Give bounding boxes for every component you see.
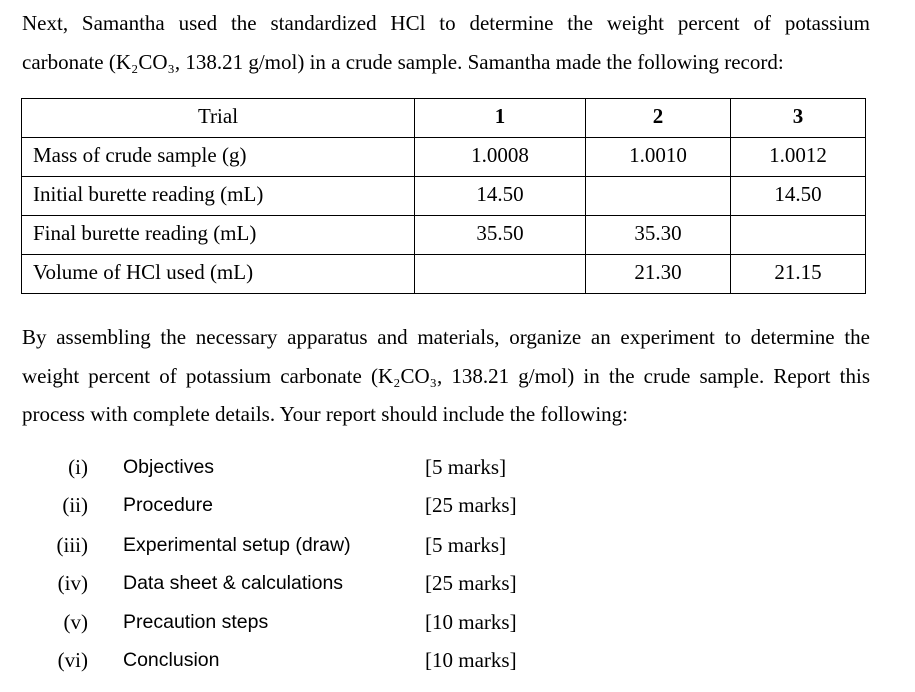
task-line-2: weight percent of potassium carbonate (K₂CO₃, 138.21 g/mol) in the crude sample. Report this <box>22 363 870 388</box>
intro-line-2: carbonate (K₂CO₃, 138.21 g/mol) in a crude sample. Samantha made the following record: <box>22 49 784 74</box>
table-cell: 21.30 <box>586 255 731 294</box>
table-cell: 1.0008 <box>415 138 586 177</box>
row-label: Initial burette reading (mL) <box>22 177 415 216</box>
item-marks: [5 marks] <box>425 533 507 557</box>
table-cell <box>415 255 586 294</box>
table-cell: 21.15 <box>731 255 866 294</box>
table-row <box>22 216 866 255</box>
table-row <box>22 255 866 294</box>
intro-line-1: Next, Samantha used the standardized HCl to determine the weight percent of potassium <box>22 11 870 35</box>
item-marks: [10 marks] <box>425 610 517 634</box>
item-name: Precaution steps <box>123 611 269 633</box>
table-row <box>22 138 866 177</box>
table-cell: 14.50 <box>415 177 586 216</box>
item-name: Objectives <box>123 456 215 478</box>
row-label: Volume of HCl used (mL) <box>22 255 415 294</box>
row-label: Mass of crude sample (g) <box>22 138 415 177</box>
item-number: (vi) <box>57 648 88 672</box>
table-row <box>22 177 866 216</box>
trial-col-3: 3 <box>731 99 866 138</box>
list-item <box>0 533 700 563</box>
row-label: Final burette reading (mL) <box>22 216 415 255</box>
table-cell: 14.50 <box>731 177 866 216</box>
task-line-1: By assembling the necessary apparatus and materials, organize an experiment to determine the <box>22 325 870 349</box>
table-header-row <box>22 99 866 138</box>
trial-col-2: 2 <box>586 99 731 138</box>
intro-paragraph <box>22 4 870 81</box>
table-cell: 1.0010 <box>586 138 731 177</box>
item-marks: [25 marks] <box>425 571 517 595</box>
item-marks: [10 marks] <box>425 648 517 672</box>
trial-header: Trial <box>22 99 415 138</box>
table-cell <box>731 216 866 255</box>
task-line-3: process with complete details. Your report should include the following: <box>22 402 628 426</box>
item-name: Experimental setup (draw) <box>123 534 351 556</box>
item-name: Conclusion <box>123 649 220 671</box>
table-cell: 35.50 <box>415 216 586 255</box>
table-cell <box>586 177 731 216</box>
item-marks: [5 marks] <box>425 455 507 479</box>
item-number: (v) <box>63 610 88 634</box>
trial-col-1: 1 <box>415 99 586 138</box>
item-name: Procedure <box>123 494 213 516</box>
item-marks: [25 marks] <box>425 493 517 517</box>
item-number: (iii) <box>56 533 88 557</box>
task-paragraph <box>22 318 870 434</box>
table-cell: 1.0012 <box>731 138 866 177</box>
item-number: (ii) <box>62 493 88 517</box>
list-item <box>0 610 700 640</box>
list-item <box>0 493 700 523</box>
list-item <box>0 455 700 485</box>
table-cell: 35.30 <box>586 216 731 255</box>
item-name: Data sheet & calculations <box>123 572 344 594</box>
item-number: (i) <box>68 455 88 479</box>
record-table <box>21 98 866 294</box>
list-item <box>0 571 700 601</box>
item-number: (iv) <box>57 571 88 595</box>
list-item <box>0 648 700 678</box>
